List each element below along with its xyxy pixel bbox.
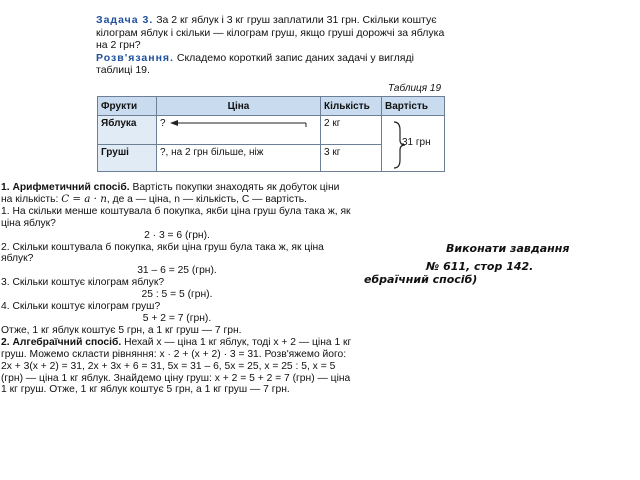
header-fruits: Фрукти bbox=[98, 97, 157, 116]
question-2: 2. Скільки коштувала б покупка, якби ціна груш була така ж, як ціна яблук? bbox=[1, 241, 324, 265]
method1-text-b: , де a — ціна, n — кількість, C — вартість. bbox=[106, 193, 308, 205]
row-fruit: Груші bbox=[98, 145, 157, 172]
header-cost: Вартість bbox=[382, 97, 445, 116]
method2-text: Нехай x — ціна 1 кг яблук, тоді x + 2 — ціна 1 кг груш. Можемо скласти рівняння: x · 2 + (x + 2) · 3 = 31. Розв'яжемо його: 2x + 3(x + 2) = 31, 2x + 3x + 6 = 31, 5x = 31 – 6, 5x = 25, x = 25 : 5, x = 5 (грн) — ціна 1 кг яблук. Знайдемо ціну груш: x + 2 = 5 + 2 = 7 (грн) — ціна 1 кг груш. Отже, 1 кг яблук коштує 5 грн, а 1 кг груш — 7 грн. bbox=[1, 336, 352, 396]
method1-title: 1. Арифметичний спосіб. bbox=[1, 182, 130, 193]
method1-text-a: Вартість покупки знаходять як добуток ціни на кількість: bbox=[1, 182, 340, 205]
arrow-icon bbox=[168, 119, 308, 127]
answer-3: 25 : 5 = 5 (грн). bbox=[141, 289, 213, 301]
row-quantity: 3 кг bbox=[321, 145, 382, 172]
task-statement bbox=[96, 14, 448, 52]
total-cost: 31 грн bbox=[402, 137, 431, 148]
solution-intro bbox=[96, 52, 448, 77]
answer-4: 5 + 2 = 7 (грн). bbox=[142, 312, 212, 324]
assignment-line-2: № 611, стор 142. bbox=[426, 260, 534, 273]
solution-block bbox=[1, 182, 353, 396]
answer-1: 2 · 3 = 6 (грн). bbox=[144, 229, 210, 241]
assignment-line-1: Виконати завдання bbox=[446, 242, 570, 255]
answer-2: 31 – 6 = 25 (грн). bbox=[137, 265, 217, 277]
task-text: За 2 кг яблук і 3 кг груш заплатили 31 грн. Скільки коштує кілограм яблук і скільки — кілограм груш, якщо груші дорожчі за яблука на 2 грн? bbox=[96, 14, 445, 52]
row-price bbox=[157, 116, 321, 145]
question-3: 3. Скільки коштує кілограм яблук? bbox=[1, 277, 165, 289]
solution-intro-text: Складемо короткий запис даних задачі у вигляді таблиці 19. bbox=[96, 51, 414, 77]
row-quantity: 2 кг bbox=[321, 116, 382, 145]
task-block bbox=[96, 14, 448, 77]
conclusion: Отже, 1 кг яблук коштує 5 грн, а 1 кг груш — 7 грн. bbox=[1, 324, 242, 336]
row-fruit: Яблука bbox=[98, 116, 157, 145]
method1-paragraph bbox=[1, 182, 353, 206]
header-quantity: Кількість bbox=[321, 97, 382, 116]
table-header-row bbox=[98, 97, 445, 116]
task-label: Задача 3. bbox=[96, 14, 154, 26]
solution-label: Розв'язання. bbox=[96, 51, 174, 64]
method2-title: 2. Алгебраїчний спосіб. bbox=[1, 336, 122, 348]
question-1: 1. На скільки менше коштувала б покупка, якби ціна груш була така ж, як ціна яблук? bbox=[1, 205, 351, 229]
table-caption: Таблиця 19 bbox=[388, 83, 442, 94]
row-price-text: ? bbox=[160, 118, 166, 129]
method1-formula: C = a · n bbox=[61, 192, 107, 205]
method2-paragraph bbox=[1, 337, 353, 397]
assignment-line-3: ебраїчний спосіб) bbox=[364, 273, 478, 286]
row-price: ?, на 2 грн більше, ніж bbox=[157, 145, 321, 172]
header-price: Ціна bbox=[157, 97, 321, 116]
question-4: 4. Скільки коштує кілограм груш? bbox=[1, 301, 161, 313]
